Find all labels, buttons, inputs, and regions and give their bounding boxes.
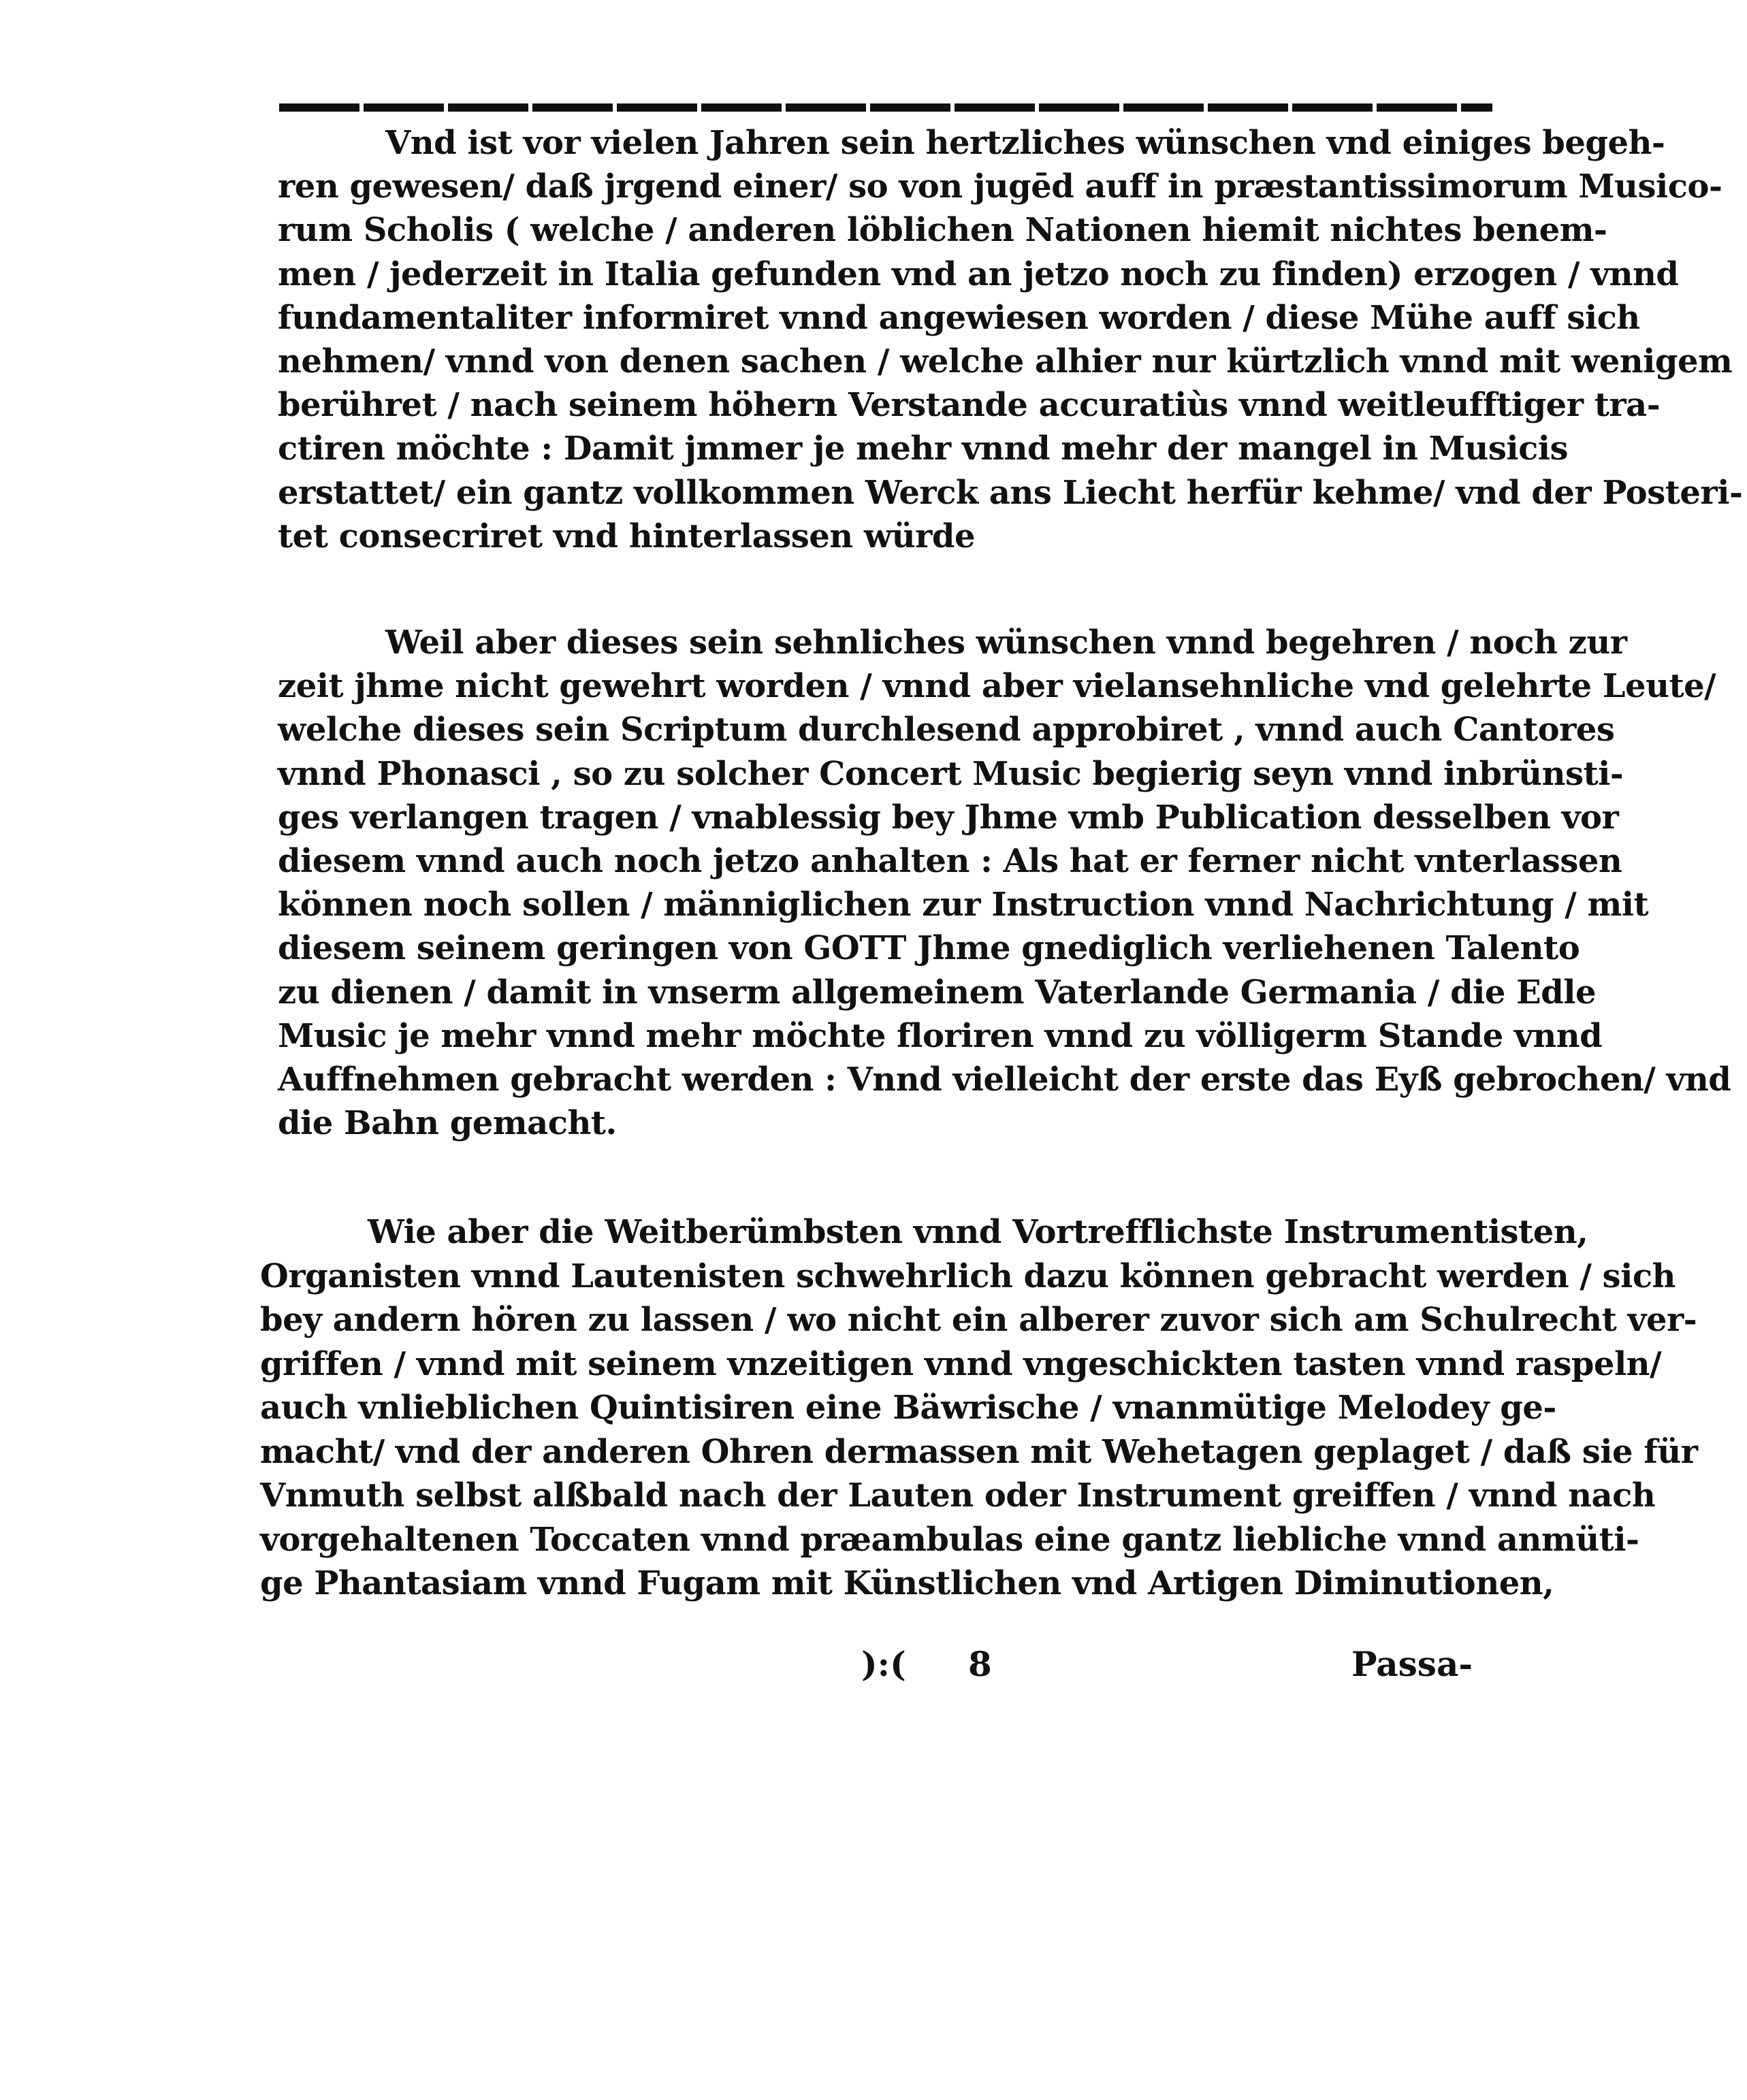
paragraph-1-line: berühret / nach seinem höhern Verstande accuratiùs vnnd weitleufftiger tra- [278, 386, 1661, 425]
paragraph-2-line: zu dienen / damit in vnserm allgemeinem Vaterlande Germania / die Edle [278, 973, 1597, 1012]
paragraph-2-line: Auffnehmen gebracht werden : Vnnd vielleicht der erste das Eyß gebrochen/ vnd [278, 1060, 1731, 1099]
paragraph-3-line: Vnmuth selbst alßbald nach der Lauten oder Instrument greiffen / vnnd nach [260, 1476, 1656, 1515]
paragraph-2-line: welche dieses sein Scriptum durchlesend approbiret , vnnd auch Cantores [278, 711, 1615, 749]
paragraph-3-line: bey andern hören zu lassen / wo nicht ein alberer zuvor sich am Schulrecht ver- [260, 1301, 1697, 1339]
paragraph-1-line: erstattet/ ein gantz vollkommen Werck ans Liecht herfür kehme/ vnd der Posteri- [278, 473, 1743, 512]
paragraph-3-line: vorgehaltenen Toccaten vnnd præambulas eine gantz liebliche vnnd anmüti- [260, 1520, 1639, 1559]
paragraph-2 [278, 621, 1731, 1145]
page-number: 8 [968, 1644, 992, 1684]
paragraph-2-line: diesem seinem geringen von GOTT Jhme gnediglich verliehenen Talento [278, 929, 1580, 968]
paragraph-1-line: Vnd ist vor vielen Jahren sein hertzliches wünschen vnd einiges begeh- [385, 124, 1665, 162]
paragraph-1-line: rum Scholis ( welche / anderen löblichen Nationen hiemit nichtes benem- [278, 211, 1607, 250]
paragraph-2-line: können noch sollen / männiglichen zur Instruction vnnd Nachrichtung / mit [278, 886, 1649, 924]
paragraph-2-line: diesem vnnd auch noch jetzo anhalten : Als hat er ferner nicht vnterlassen [278, 841, 1622, 880]
paragraph-3-line: macht/ vnd der anderen Ohren dermassen mit Wehetagen geplaget / daß sie für [260, 1432, 1698, 1471]
paragraph-2-line: die Bahn gemacht. [278, 1104, 617, 1143]
paragraph-1-line: men / jederzeit in Italia gefunden vnd an jetzo noch zu finden) erzogen / vnnd [278, 255, 1679, 293]
paragraph-1-line: nehmen/ vnnd von denen sachen / welche alhier nur kürtzlich vnnd mit wenigem [278, 342, 1733, 381]
paragraph-2-line: zeit jhme nicht gewehrt worden / vnnd aber vielansehnliche vnd gelehrte Leute/ [278, 667, 1716, 706]
paragraph-1 [278, 121, 1743, 558]
paragraph-2-line: ges verlangen tragen / vnablessig bey Jhme vmb Publication desselben vor [278, 798, 1619, 837]
paragraph-2-line: Music je mehr vnnd mehr möchte floriren vnnd zu völligerm Stande vnnd [278, 1016, 1603, 1055]
header-rule [279, 103, 1492, 112]
paragraph-3-line: Wie aber die Weitberümbsten vnnd Vortrefflichste Instrumentisten, [368, 1213, 1588, 1251]
paragraph-3-line: auch vnlieblichen Quintisiren eine Bäwrische / vnanmütige Melodey ge- [260, 1389, 1556, 1427]
paragraph-1-line: fundamentaliter informiret vnnd angewiesen worden / diese Mühe auff sich [278, 298, 1640, 337]
paragraph-1-line: ctiren möchte : Damit jmmer je mehr vnnd mehr der mangel in Musicis [278, 430, 1569, 468]
paragraph-3-line: ge Phantasiam vnnd Fugam mit Künstlichen vnd Artigen Diminutionen, [260, 1564, 1554, 1602]
paragraph-2-line: vnnd Phonasci , so zu solcher Concert Music begierig seyn vnnd inbrünsti- [278, 754, 1624, 793]
catchword: Passa- [1351, 1644, 1473, 1684]
paragraph-2-line: Weil aber dieses sein sehnliches wünschen vnnd begehren / noch zur [385, 624, 1627, 662]
paragraph-3-line: Organisten vnnd Lautenisten schwehrlich dazu können gebracht werden / sich [260, 1257, 1676, 1295]
signature-mark: ):( [861, 1644, 906, 1684]
paragraph-1-line: tet consecriret vnd hinterlassen würde [278, 517, 975, 555]
paragraph-3 [260, 1210, 1698, 1606]
paragraph-1-line: ren gewesen/ daß jrgend einer/ so von jugēd auff in præstantissimorum Musico- [278, 167, 1722, 206]
paragraph-3-line: griffen / vnnd mit seinem vnzeitigen vnnd vngeschickten tasten vnnd raspeln/ [260, 1344, 1662, 1383]
